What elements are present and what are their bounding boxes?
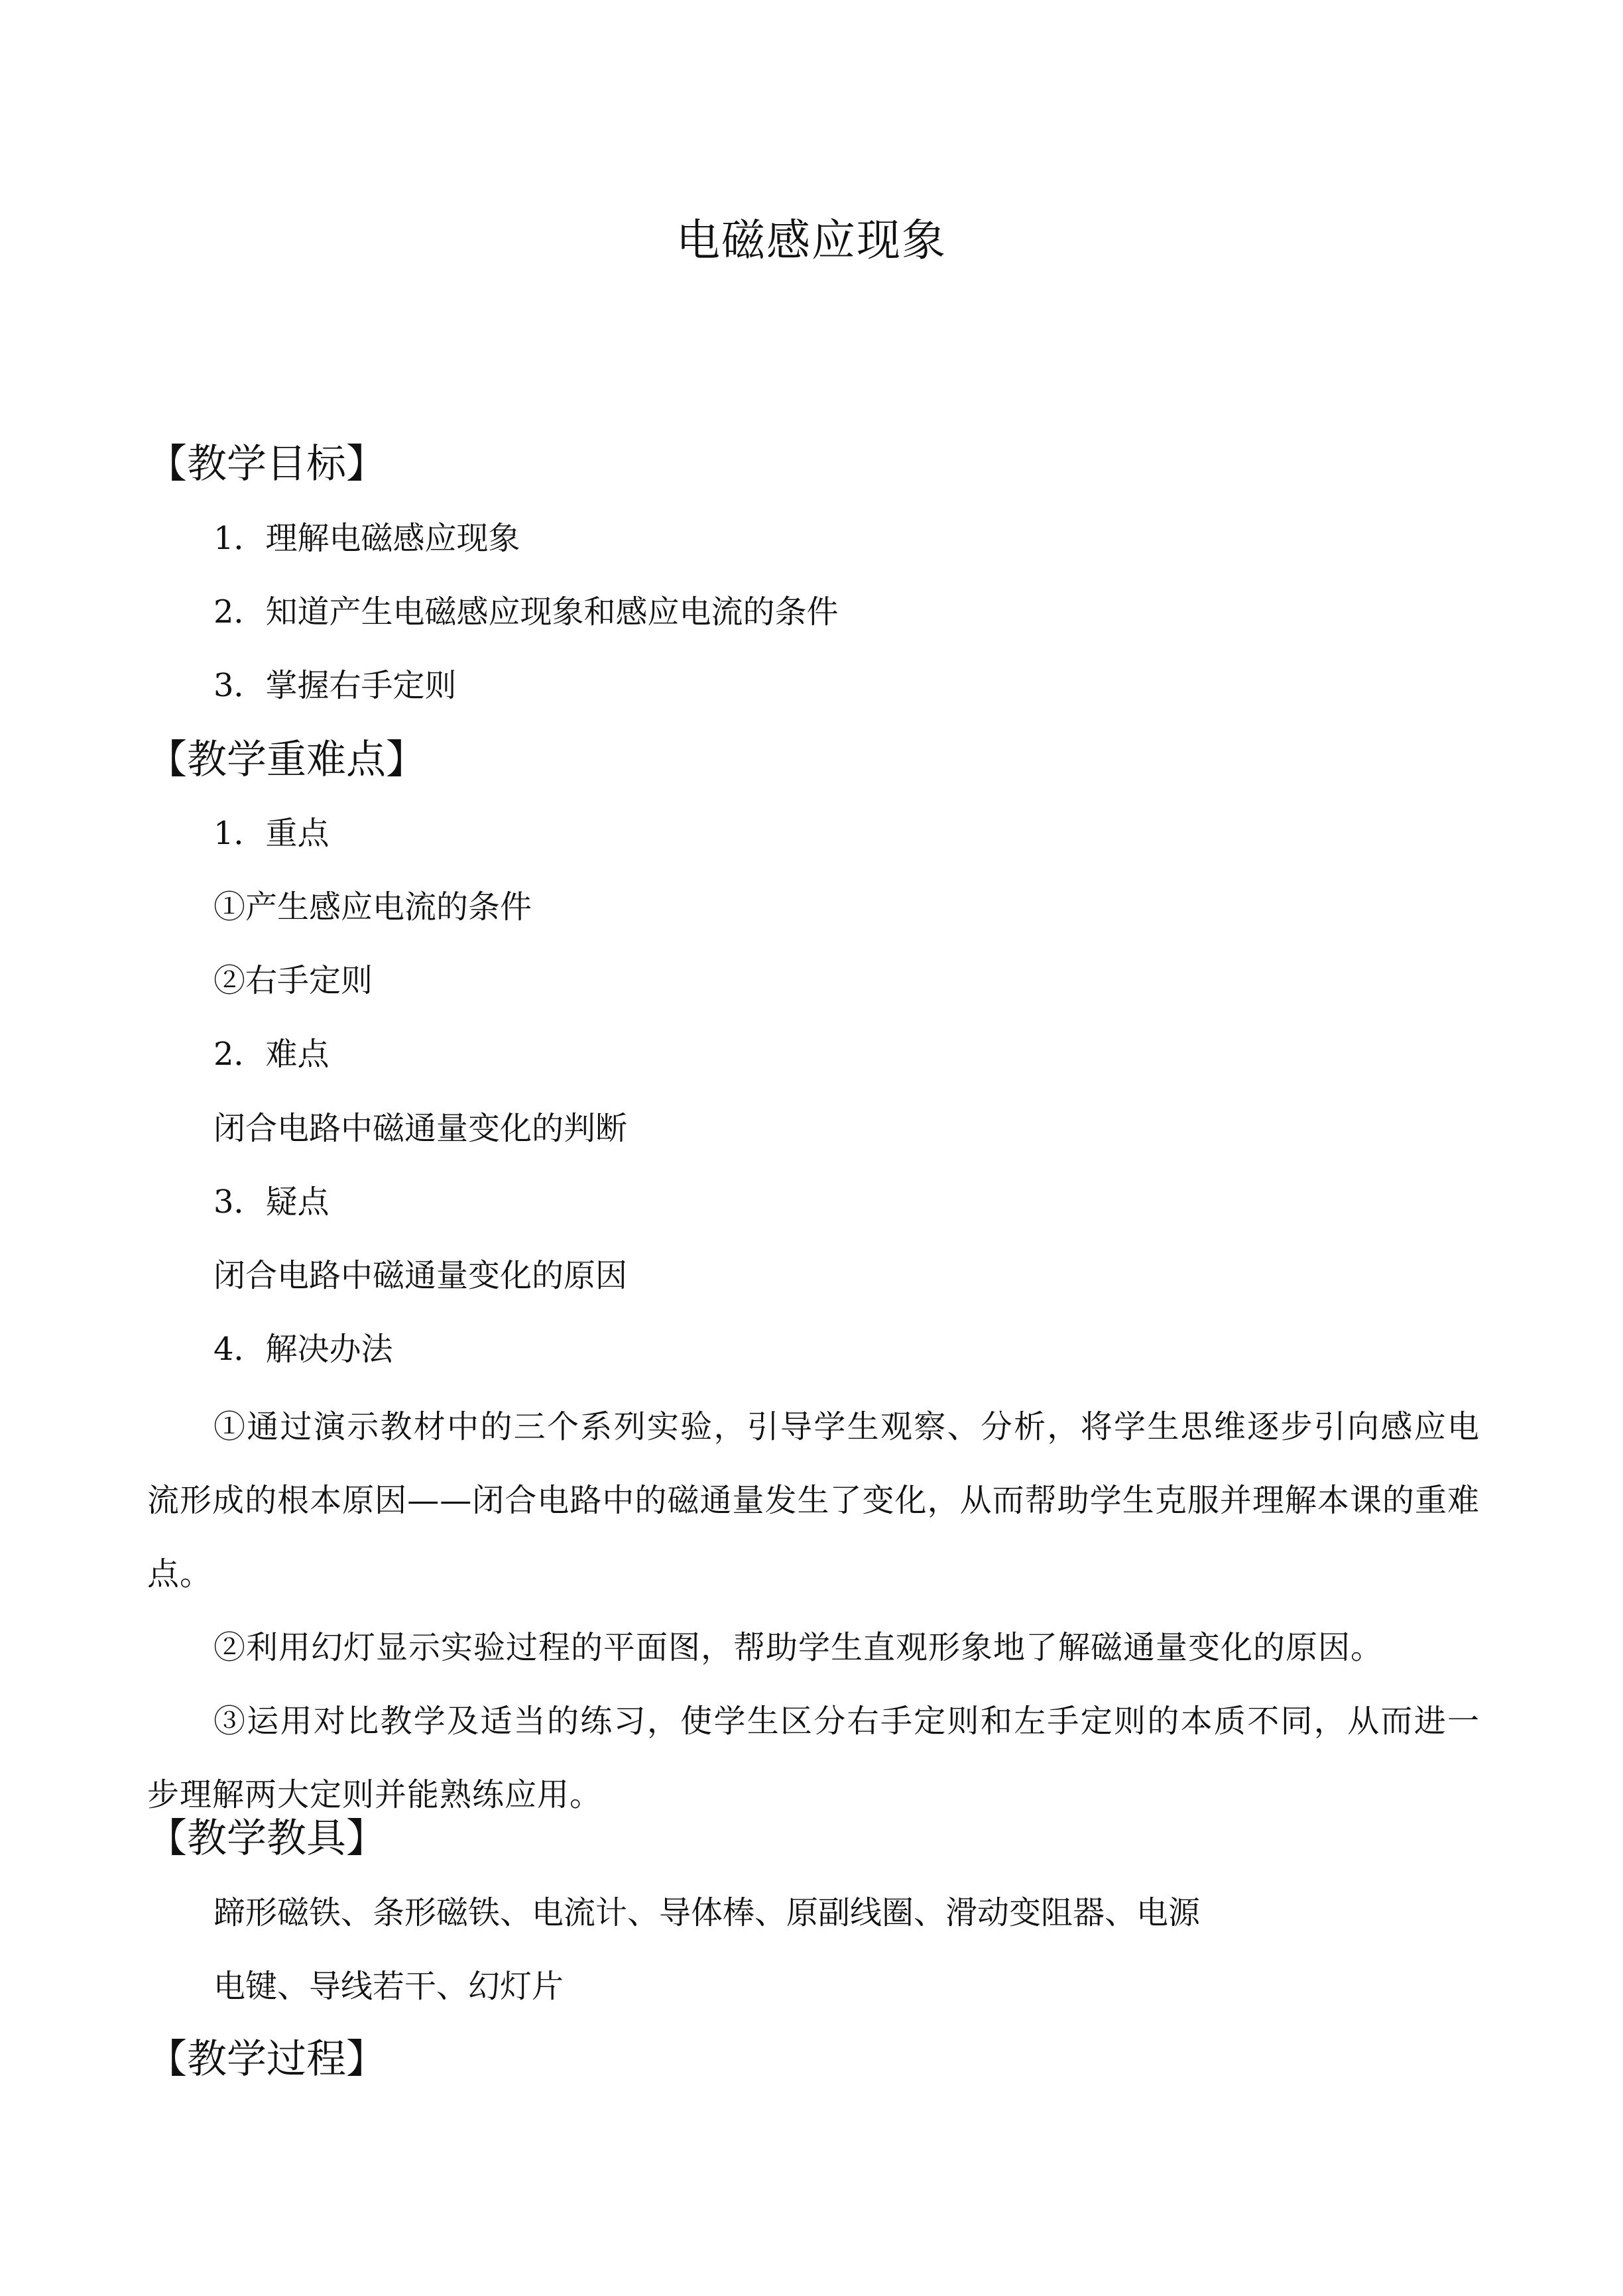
doubt-text: 闭合电路中磁通量变化的原因 <box>213 1257 628 1294</box>
objective-item: 3．掌握右手定则 <box>213 667 457 704</box>
doubt-label: 3．疑点 <box>213 1183 330 1221</box>
solution-paragraph: ③运用对比教学及适当的练习，使学生区分右手定则和左手定则的本质不同，从而进一步理解两大定则并能熟练应用。 <box>147 1703 1480 1813</box>
solution-paragraph: ②利用幻灯显示实验过程的平面图，帮助学生直观形象地了解磁通量变化的原因。 <box>213 1629 1384 1666</box>
focus-label: 1．重点 <box>213 815 330 852</box>
section-heading-objectives: 【教学目标】 <box>147 441 386 487</box>
section-heading-key-points: 【教学重难点】 <box>147 737 426 783</box>
focus-item: ①产生感应电流的条件 <box>213 888 532 926</box>
solution-label: 4．解决办法 <box>213 1331 393 1368</box>
objective-item: 1．理解电磁感应现象 <box>213 520 520 557</box>
equipment-line: 电键、导线若干、幻灯片 <box>213 1968 564 2005</box>
difficulty-text: 闭合电路中磁通量变化的判断 <box>213 1110 628 1147</box>
difficulty-label: 2．难点 <box>213 1036 330 1073</box>
document-title: 电磁感应现象 <box>676 215 947 266</box>
solution-paragraph: ①通过演示教材中的三个系列实验，引导学生观察、分析，将学生思维逐步引向感应电流形成的根本原因——闭合电路中的磁通量发生了变化，从而帮助学生克服并理解本课的重难点。 <box>147 1408 1480 1593</box>
focus-item: ②右手定则 <box>213 962 373 999</box>
section-heading-equipment: 【教学教具】 <box>147 1815 386 1862</box>
section-heading-process: 【教学过程】 <box>147 2036 386 2083</box>
equipment-line: 蹄形磁铁、条形磁铁、电流计、导体棒、原副线圈、滑动变阻器、电源 <box>213 1894 1201 1931</box>
objective-item: 2．知道产生电磁感应现象和感应电流的条件 <box>213 593 839 631</box>
